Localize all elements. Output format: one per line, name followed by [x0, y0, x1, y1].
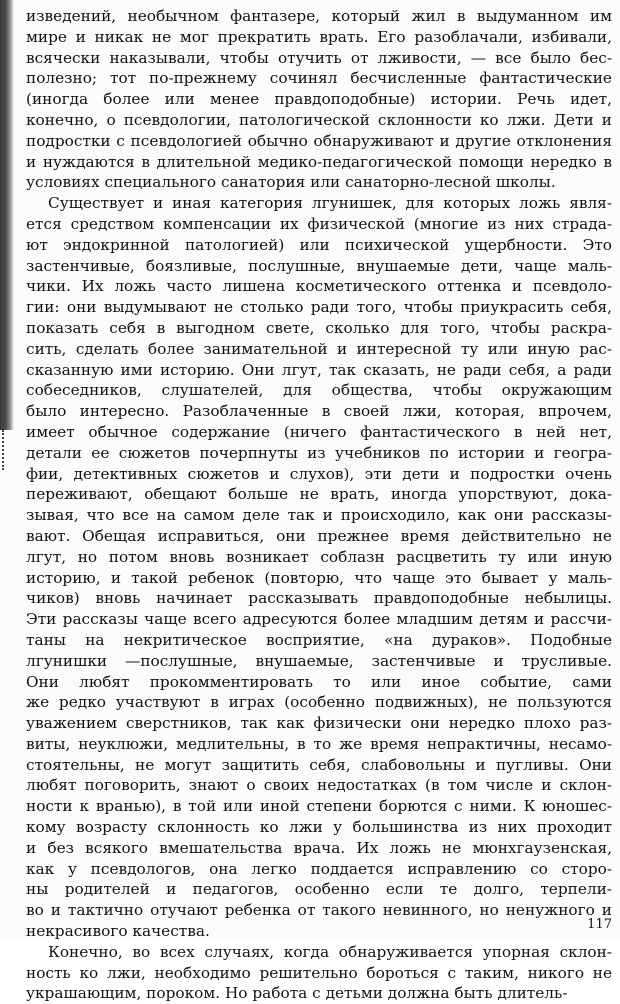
text-line: застенчивые, боязливые, послушные, внушаемые дети, чаще маль- [26, 256, 612, 275]
text-line: и нуждаются в длительной медико-педагогической помощи нередко в [26, 152, 612, 171]
text-line: полезно; тот по-прежнему сочинял бесчисленные фантастические [26, 69, 612, 88]
text-line: лгут, но потом вновь возникает соблазн расцветить ту или иную [26, 547, 612, 566]
text-line: Конечно, во всех случаях, когда обнаруживается упорная склон- [48, 942, 612, 961]
body-text [26, 6, 612, 1004]
text-line: ны родителей и педагогов, особенно если те долго, терпели- [26, 880, 612, 899]
text-line: мире и никак не мог прекратить врать. Его разоблачали, избивали, [26, 27, 612, 46]
text-line: ности к вранью), в той или иной степени борются с ними. К юношес- [26, 797, 612, 816]
text-line: зывая, что все на самом деле так и происходило, как они рассказы- [26, 506, 612, 525]
text-line: виты, неуклюжи, медлительны, в то же время непрактичны, несамо- [26, 734, 612, 753]
text-line: Они любят прокомментировать то или иное событие, сами [26, 672, 612, 691]
text-line: гии: они выдумывают не столько ради того, чтобы приукрасить себя, [26, 298, 612, 317]
text-line: вают. Обещая исправиться, они прежнее время действительно не [26, 526, 612, 545]
text-line: стоятельны, не могут защитить себя, слабовольны и пугливы. Они [26, 755, 612, 774]
text-line: всячески наказывали, чтобы отучить от лживости, — все было бес- [26, 48, 612, 67]
text-line: лгунишки —послушные, внушаемые, застенчивые и трусливые. [26, 651, 612, 670]
text-line: подростки с псевдологией обычно обнаруживают и другие отклонения [26, 131, 612, 150]
text-line: любят поговорить, знают о своих недостатках (в том числе и склон- [26, 776, 612, 795]
text-line: Эти рассказы чаще всего адресуются более младшим детям и рассчи- [26, 610, 612, 629]
text-line: собеседников, слушателей, для общества, чтобы окружающим [26, 381, 612, 400]
text-line: сить, сделать более занимательной и интересной ту или иную рас- [26, 339, 612, 358]
text-line: переживают, обещают больше не врать, иногда упорствуют, дока- [26, 485, 612, 504]
text-line: уважением сверстников, так как физически они нередко плохо раз- [26, 714, 612, 733]
text-line: украшающим, пороком. Но работа с детьми должна быть длитель- [26, 984, 568, 1003]
paragraph [26, 6, 612, 193]
text-line: чики. Их ложь часто лишена косметического оттенка и псевдоло- [26, 277, 612, 296]
text-line: историю, и такой ребенок (повторю, что чаще это бывает у маль- [26, 568, 612, 587]
text-line: некрасивого качества. [26, 922, 210, 941]
text-line: имеет обычное содержание (ничего фантастического в ней нет, [26, 422, 612, 441]
binding-shadow [0, 0, 14, 430]
text-line: как у псевдологов, она легко поддается исправлению со сторо- [26, 859, 612, 878]
text-line: показать себя в выгодном свете, сколько для того, чтобы раскра- [26, 318, 612, 337]
text-line: условиях специального санатория или санаторно-лесной школы. [26, 173, 556, 192]
text-line: Существует и иная категория лгунишек, для которых ложь явля- [48, 194, 612, 213]
text-line: во и тактично отучают ребенка от такого невинного, но ненужного и [26, 901, 612, 920]
text-line: сказанную ими историю. Они лгут, так сказать, не ради себя, а ради [26, 360, 612, 379]
text-line: таны на некритическое восприятие, «на дураков». Подобные [26, 630, 612, 649]
text-line: изведений, необычном фантазере, который жил в выдуманном им [26, 7, 612, 25]
text-line: было интересно. Разоблаченные в своей лжи, которая, впрочем, [26, 402, 612, 421]
text-line: ют эндокринной патологией) или психической ущербности. Это [26, 235, 612, 254]
page-number: 117 [587, 917, 612, 932]
text-line: ность ко лжи, необходимо решительно бороться с таким, никого не [26, 963, 612, 982]
text-line: (иногда более или менее правдоподобные) истории. Речь идет, [26, 90, 612, 109]
text-line: кому возрасту склонность ко лжи у большинства из них проходит [26, 818, 612, 837]
text-line: же редко участвуют в играх (особенно подвижных), не пользуются [26, 693, 612, 712]
text-line: конечно, о псевдологии, патологической склонности ко лжи. Дети и [26, 110, 612, 129]
text-line: чиков) вновь начинает рассказывать правдоподобные небылицы. [26, 589, 612, 608]
text-line: и без всякого вмешательства врача. Их ложь не мюнхгаузенская, [26, 838, 612, 857]
text-line: ется средством компенсации их физической (многие из них страда- [26, 214, 612, 233]
text-line: детали ее сюжетов почерпнуты из учебников по истории и геогра- [26, 443, 612, 462]
paragraph [26, 942, 612, 1004]
text-line: фии, детективных сюжетов и слухов), эти дети и подростки очень [26, 464, 612, 483]
binding-marks [2, 430, 14, 470]
paragraph [26, 193, 612, 942]
